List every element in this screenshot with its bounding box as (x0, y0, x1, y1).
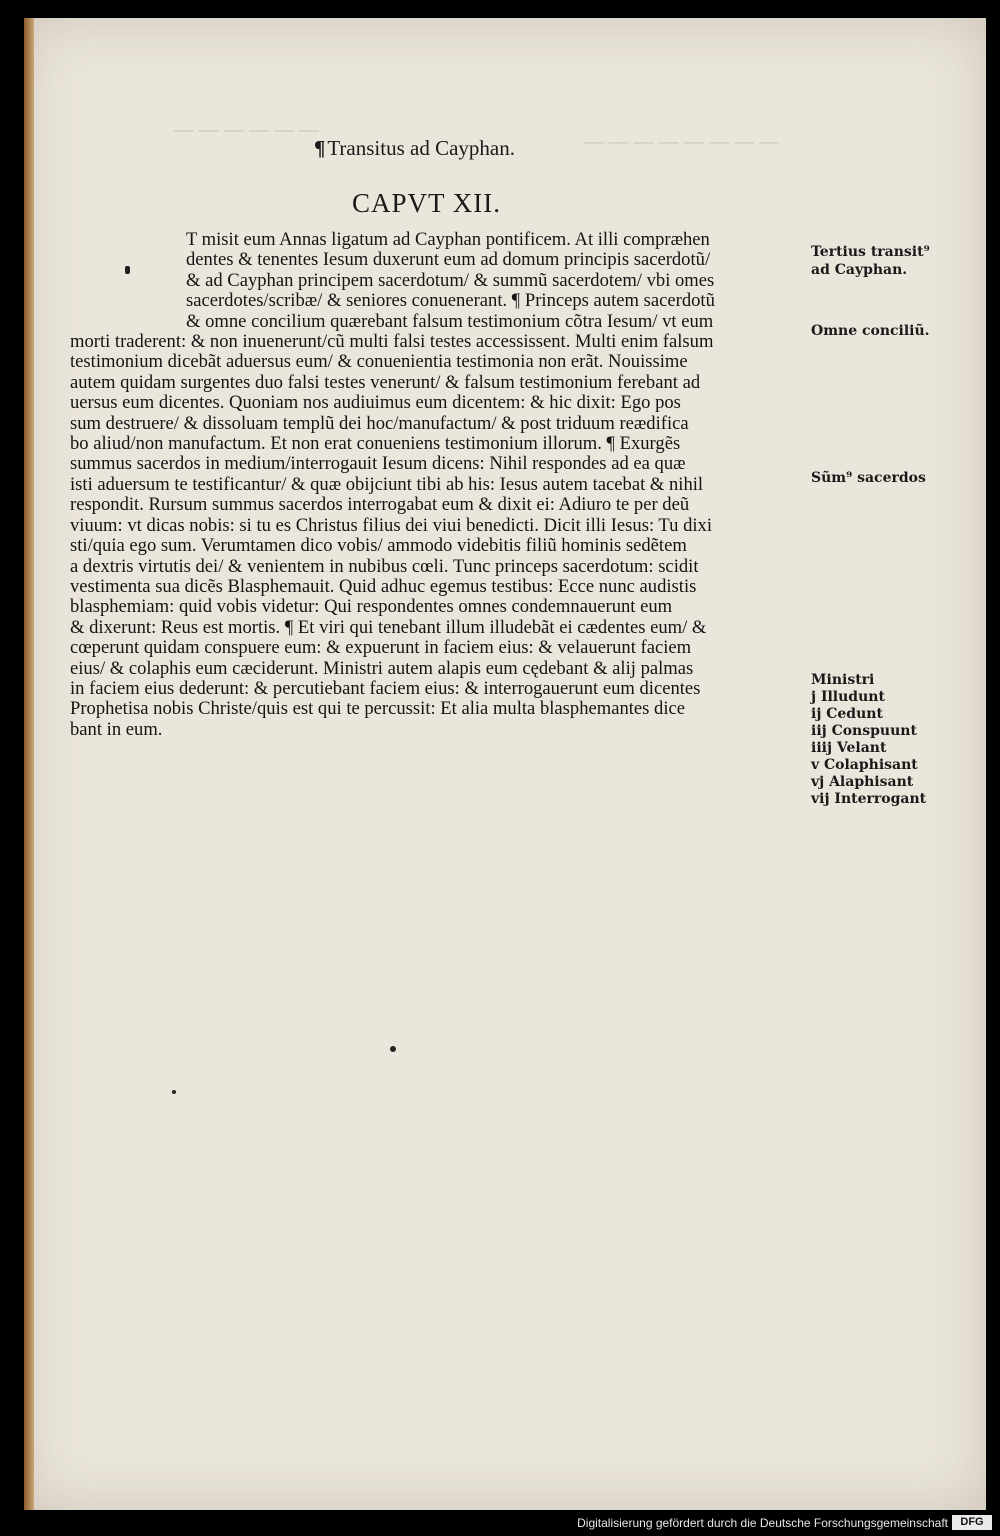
show-through-left: — — — — — — (174, 116, 319, 141)
footer-bar (0, 1510, 1000, 1536)
text-line: summus sacerdos in medium/interrogauit Iesum dicens: Nihil respondes ad ea quæ (70, 454, 686, 475)
text-line: sacerdotes/scribæ/ & seniores conuenerant. ¶ Princeps autem sacerdotũ (186, 291, 715, 312)
pilcrow-mark: ¶ (314, 136, 326, 160)
ink-spot (390, 1046, 396, 1052)
text-line: eius/ & colaphis eum cæciderunt. Ministri autem alapis eum cędebant & alij palmas (70, 658, 694, 679)
text-line: bo aliud/non manufactum. Et non erat conueniens testimonium illorum. ¶ Exurgẽs (70, 434, 681, 455)
dfg-logo: DFG (952, 1515, 992, 1530)
binding-edge (24, 18, 34, 1510)
running-head (314, 136, 515, 161)
chapter-heading: CAPVT XII. (352, 188, 502, 218)
funding-notice: Digitalisierung gefördert durch die Deutsche Forschungsgemeinschaft (577, 1516, 948, 1530)
text-line: bant in eum. (70, 719, 163, 740)
show-through-right: — — — — — — — — (584, 128, 779, 153)
text-line: a dextris virtutis dei/ & venientem in nubibus cœli. Tunc princeps sacerdotum: scidit (70, 556, 699, 577)
text-line: sti/quia ego sum. Verumtamen dico vobis/ ammodo videbitis filiũ hominis sedẽtem (70, 536, 687, 557)
margin-note: Omne conciliũ. (811, 323, 930, 339)
paper-page (24, 18, 986, 1510)
text-line: morti traderent: & non inuenerunt/cũ multi falsi testes accessissent. Multi enim falsum (70, 332, 714, 353)
text-line: testimonium dicebãt aduersus eum/ & conuenientia testimonia non erãt. Nouissime (70, 352, 688, 373)
text-line: & dixerunt: Reus est mortis. ¶ Et viri qui tenebant illum illudebãt ei cædentes eum/ & (70, 617, 707, 638)
text-line: viuum: vt dicas nobis: si tu es Christus filius dei viui benedicti. Dicit illi Iesus: Tu dixi (70, 515, 713, 536)
margin-note: vij Interrogant (811, 791, 927, 807)
ink-spot (125, 266, 130, 274)
margin-note: v Colaphisant (811, 757, 918, 773)
text-line: Prophetisa nobis Christe/quis est qui te percussit: Et alia multa blasphemantes dice (70, 699, 686, 720)
body-text (70, 230, 822, 740)
margin-note: iiij Velant (811, 740, 887, 756)
text-line: & omne concilium quærebant falsum testimonium cõtra Iesum/ vt eum (186, 311, 714, 332)
text-line: isti aduersum te testificantur/ & quæ obijciunt tibi ab his: Iesus autem tacebat & nihil (70, 474, 704, 495)
text-line: sum destruere/ & dissoluam templũ dei hoc/manufactum/ & post triduum reædifica (70, 413, 689, 434)
margin-note: Sũm⁹ sacerdos (811, 470, 926, 486)
margin-note: j Illudunt (811, 689, 885, 705)
text-line: in faciem eius dederunt: & percutiebant faciem eius: & interrogauerunt eum dicentes (70, 678, 701, 699)
text-line: dentes & tenentes Iesum duxerunt eum ad domum principis sacerdotũ/ (186, 250, 711, 271)
margin-note: ij Cedunt (811, 706, 883, 722)
margin-note: Tertius transit⁹ (811, 244, 930, 260)
text-line: T misit eum Annas ligatum ad Cayphan pontificem. At illi compræhen (186, 230, 710, 250)
ink-spot (172, 1090, 176, 1094)
text-line: vestimenta sua dicẽs Blasphemauit. Quid adhuc egemus testibus: Ecce nunc audistis (70, 576, 697, 597)
text-line: & ad Cayphan principem sacerdotum/ & summũ sacerdotem/ vbi omes (186, 270, 715, 291)
margin-note: vj Alaphisant (811, 774, 914, 790)
text-line: respondit. Rursum summus sacerdos interrogabat eum & dixit ei: Adiuro te per deũ (70, 495, 690, 516)
running-head-text: Transitus ad Cayphan. (327, 136, 515, 160)
text-line: cœperunt quidam conspuere eum: & expuerunt in faciem eius: & velauerunt faciem (70, 638, 692, 659)
text-line: autem quidam surgentes duo falsi testes venerunt/ & falsum testimonium ferebant ad (70, 372, 701, 393)
text-line: blasphemiam: quid vobis videtur: Qui respondentes omnes condemnauerunt eum (70, 597, 673, 618)
text-line: uersus eum dicentes. Quoniam nos audiuimus eum dicentem: & hic dixit: Ego pos (70, 393, 681, 414)
margin-note: ad Cayphan. (811, 262, 908, 278)
margin-note: iij Conspuunt (811, 723, 917, 739)
margin-note: Ministri (811, 672, 875, 688)
